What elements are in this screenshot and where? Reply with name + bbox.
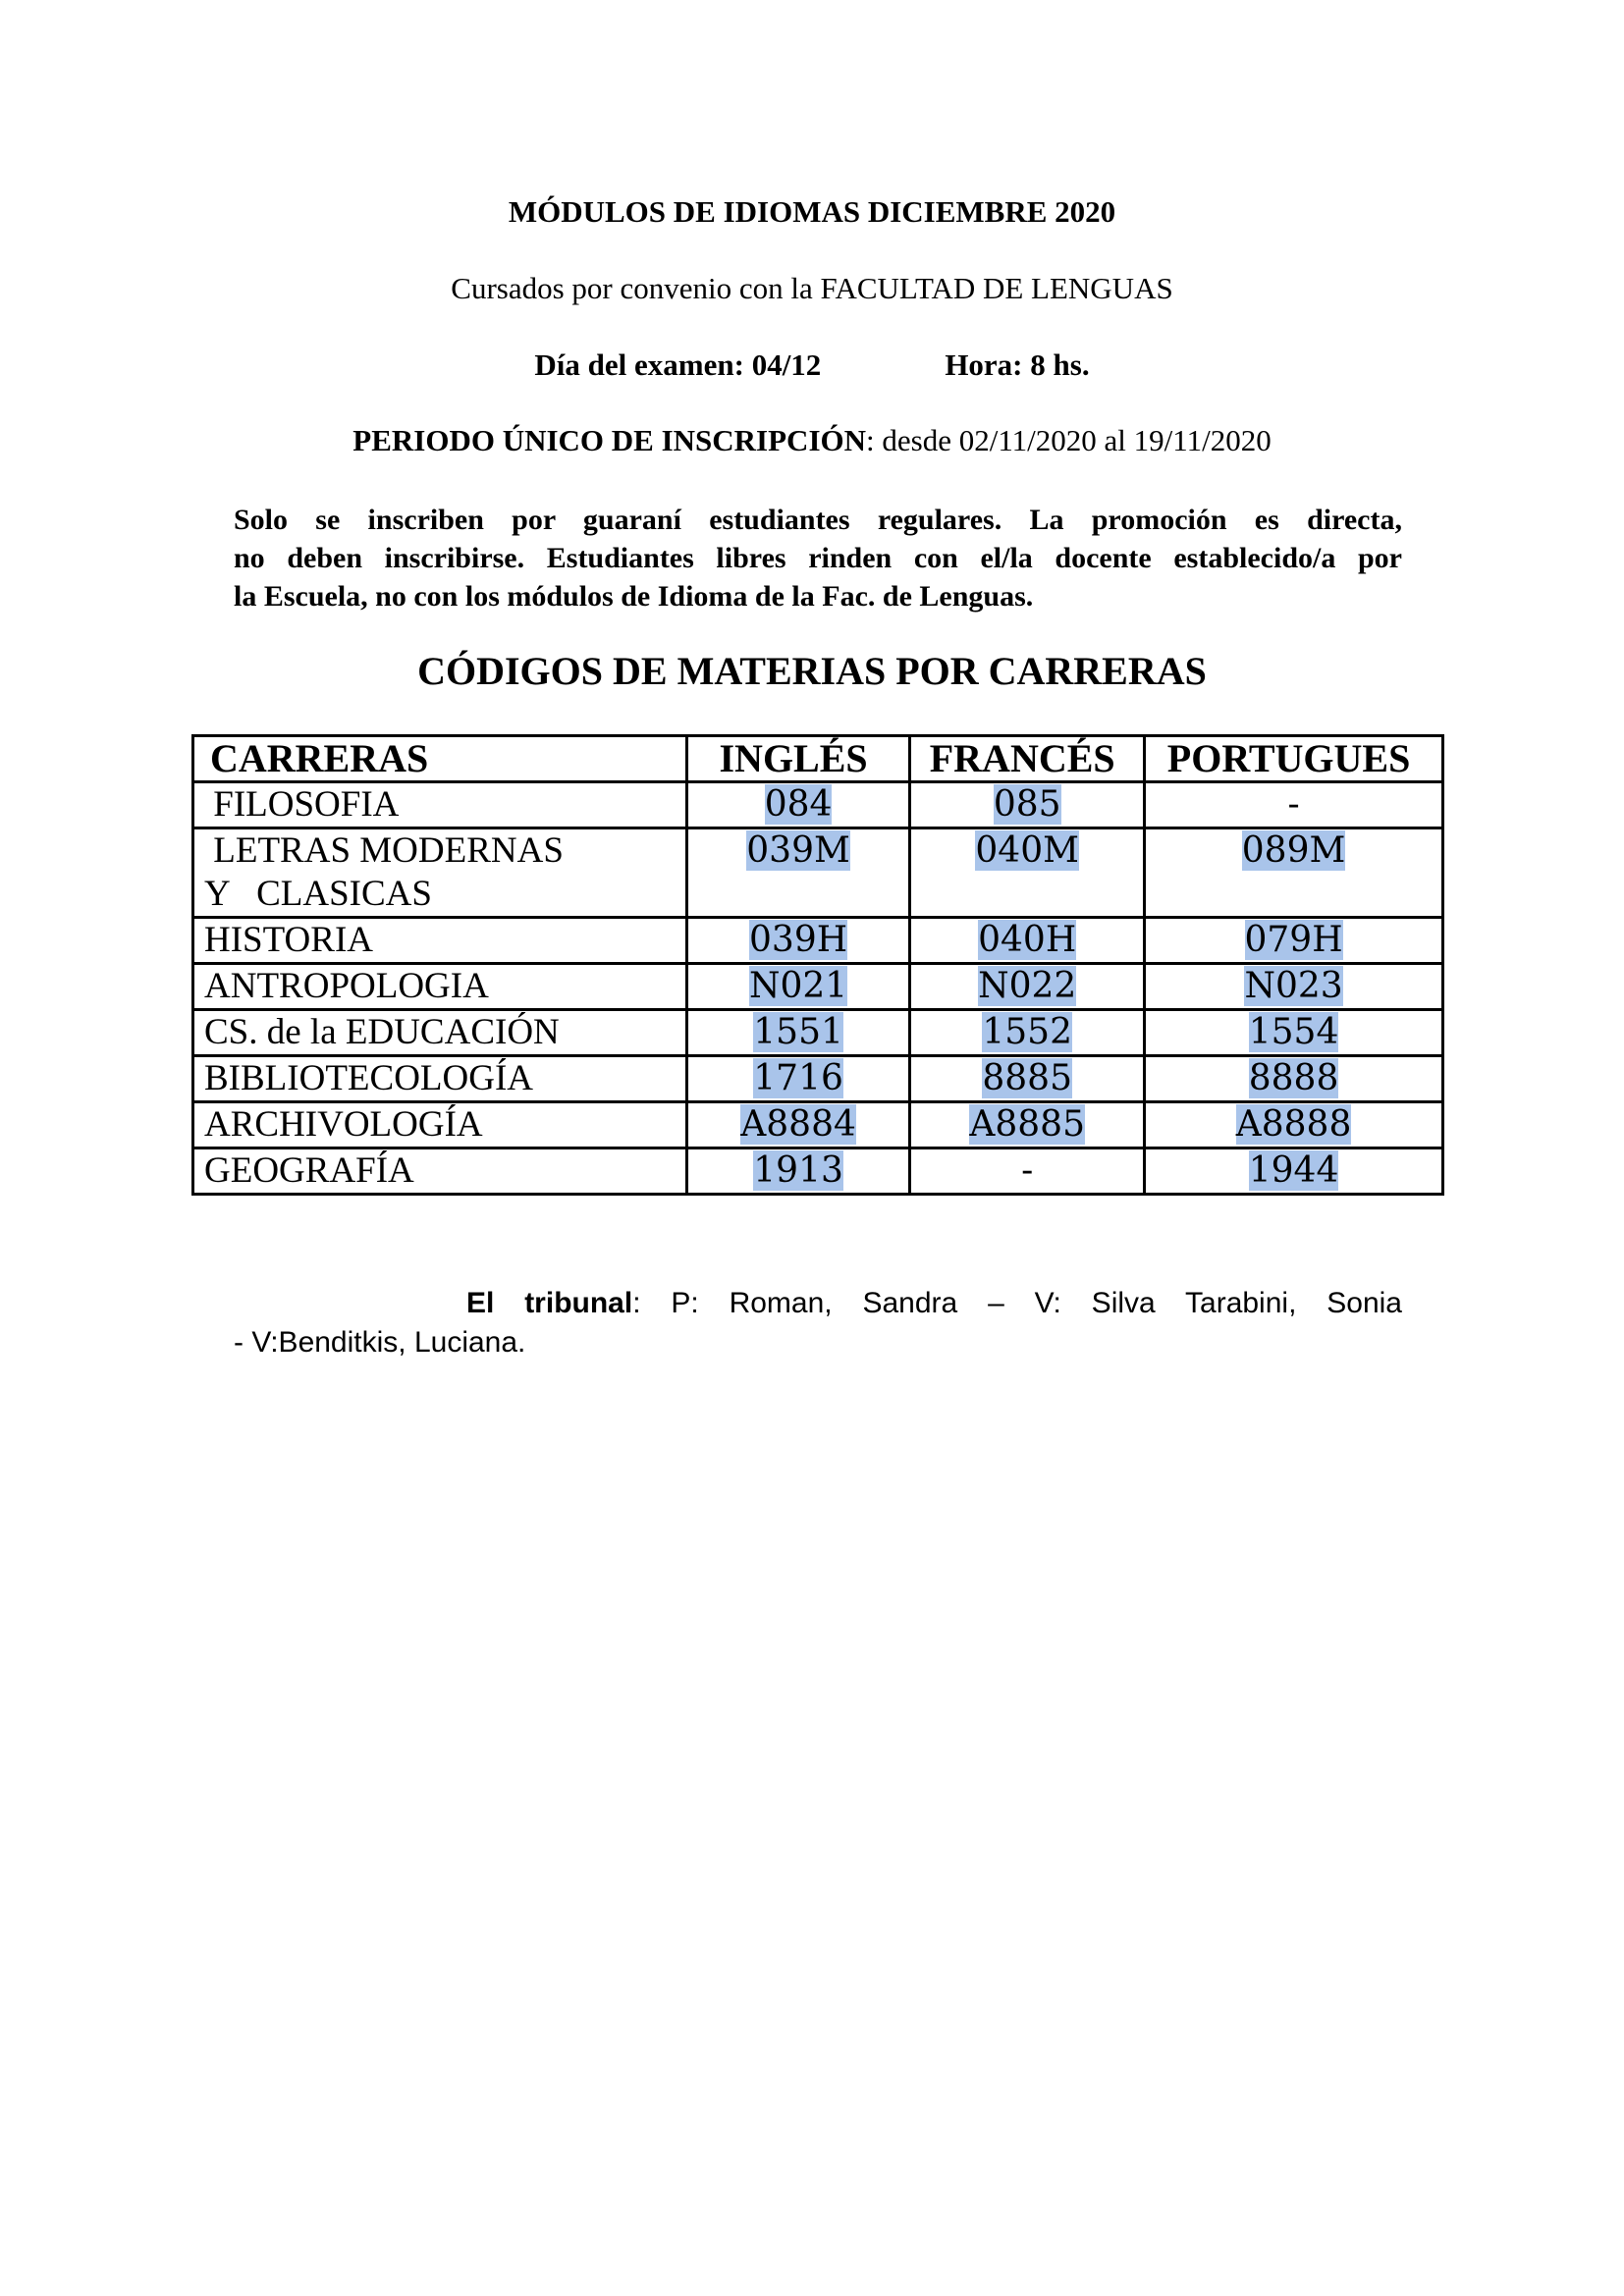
career-name bbox=[193, 1148, 687, 1195]
document-subtitle: Cursados por convenio con la FACULTAD DE LENGUAS bbox=[451, 271, 1173, 305]
tribunal-members: : P: Roman, Sandra – V: Silva Tarabini, Sonia bbox=[632, 1287, 1402, 1319]
code-cell-frances bbox=[910, 1056, 1145, 1102]
table-body bbox=[193, 782, 1443, 1195]
career-name bbox=[193, 964, 687, 1010]
career-name-line: GEOGRAFÍA bbox=[204, 1150, 414, 1191]
career-name bbox=[193, 828, 687, 918]
code-cell-frances bbox=[910, 964, 1145, 1010]
code-cell-frances bbox=[910, 1102, 1145, 1148]
notice-line: la Escuela, no con los módulos de Idioma de la Fac. de Lenguas. bbox=[234, 580, 1034, 613]
code-cell-frances bbox=[910, 918, 1145, 964]
code-cell-portugues bbox=[1145, 1102, 1443, 1148]
code-cell-ingles bbox=[686, 782, 909, 828]
subject-code: 1551 bbox=[753, 1012, 843, 1052]
header-portugues: PORTUGUES bbox=[1145, 736, 1443, 782]
table-row bbox=[193, 964, 1443, 1010]
code-cell-portugues bbox=[1145, 782, 1443, 828]
code-cell-ingles bbox=[686, 1056, 909, 1102]
code-cell-frances bbox=[910, 828, 1145, 918]
code-cell-ingles bbox=[686, 1148, 909, 1195]
career-name-line: ANTROPOLOGIA bbox=[204, 966, 489, 1006]
table-row bbox=[193, 1148, 1443, 1195]
subject-code: 084 bbox=[764, 784, 833, 825]
code-cell-frances bbox=[910, 782, 1145, 828]
table-row bbox=[193, 1010, 1443, 1056]
career-name-line: FILOSOFIA bbox=[204, 784, 400, 825]
career-name bbox=[193, 918, 687, 964]
subject-codes-table bbox=[191, 734, 1444, 1196]
code-cell-ingles bbox=[686, 828, 909, 918]
subject-code: 1552 bbox=[982, 1012, 1072, 1052]
subject-code: 1554 bbox=[1248, 1012, 1339, 1052]
table-row bbox=[193, 1102, 1443, 1148]
exam-schedule bbox=[0, 347, 1624, 383]
table-row bbox=[193, 1056, 1443, 1102]
subject-code: 089M bbox=[1241, 830, 1346, 871]
code-cell-frances bbox=[910, 1148, 1145, 1195]
header-frances: FRANCÉS bbox=[910, 736, 1145, 782]
career-name-line: ARCHIVOLOGÍA bbox=[204, 1104, 483, 1145]
code-cell-portugues bbox=[1145, 918, 1443, 964]
career-name-line: Y CLASICAS bbox=[204, 874, 432, 914]
code-cell-portugues bbox=[1145, 964, 1443, 1010]
subject-code: - bbox=[1287, 784, 1300, 825]
notice-line: Solo se inscriben por guaraní estudiantes regulares. La promoción es directa, bbox=[234, 504, 1402, 536]
subject-code: 079H bbox=[1244, 920, 1343, 960]
table-row bbox=[193, 918, 1443, 964]
career-name bbox=[193, 1102, 687, 1148]
subject-code: A8888 bbox=[1235, 1104, 1352, 1145]
table-row bbox=[193, 828, 1443, 918]
subject-code: - bbox=[1021, 1150, 1034, 1191]
tribunal-label: El tribunal bbox=[466, 1287, 633, 1319]
codes-heading: CÓDIGOS DE MATERIAS POR CARRERAS bbox=[417, 649, 1207, 693]
subject-code: 8888 bbox=[1248, 1058, 1339, 1098]
career-name bbox=[193, 782, 687, 828]
table-row bbox=[193, 782, 1443, 828]
code-cell-frances bbox=[910, 1010, 1145, 1056]
enrollment-period-value: : desde 02/11/2020 al 19/11/2020 bbox=[866, 423, 1272, 457]
exam-time: Hora: 8 hs. bbox=[945, 347, 1090, 382]
subject-code: A8884 bbox=[740, 1104, 856, 1145]
code-cell-ingles bbox=[686, 918, 909, 964]
subject-code: 039M bbox=[746, 830, 850, 871]
subject-code: 039H bbox=[749, 920, 848, 960]
career-name bbox=[193, 1056, 687, 1102]
code-cell-ingles bbox=[686, 1102, 909, 1148]
career-name-line: CS. de la EDUCACIÓN bbox=[204, 1012, 560, 1052]
subject-code: N023 bbox=[1244, 966, 1343, 1006]
enrollment-notice bbox=[234, 501, 1402, 615]
code-cell-ingles bbox=[686, 964, 909, 1010]
tribunal-line bbox=[234, 1284, 1402, 1323]
career-name-line: LETRAS MODERNAS bbox=[204, 830, 564, 871]
subject-code: 085 bbox=[993, 784, 1061, 825]
enrollment-period bbox=[0, 423, 1624, 458]
table-header-row bbox=[193, 736, 1443, 782]
exam-day: Día del examen: 04/12 bbox=[534, 347, 822, 382]
tribunal-info bbox=[234, 1284, 1402, 1362]
career-name-line: BIBLIOTECOLOGÍA bbox=[204, 1058, 534, 1098]
subject-code: A8885 bbox=[969, 1104, 1085, 1145]
code-cell-portugues bbox=[1145, 1010, 1443, 1056]
career-name-line: HISTORIA bbox=[204, 920, 373, 960]
subject-code: 040H bbox=[978, 920, 1077, 960]
header-carreras: CARRERAS bbox=[193, 736, 687, 782]
subject-code: 1944 bbox=[1248, 1150, 1339, 1191]
code-cell-portugues bbox=[1145, 1056, 1443, 1102]
code-cell-portugues bbox=[1145, 828, 1443, 918]
career-name bbox=[193, 1010, 687, 1056]
code-cell-portugues bbox=[1145, 1148, 1443, 1195]
code-cell-ingles bbox=[686, 1010, 909, 1056]
document-title: MÓDULOS DE IDIOMAS DICIEMBRE 2020 bbox=[508, 194, 1116, 229]
enrollment-period-label: PERIODO ÚNICO DE INSCRIPCIÓN bbox=[352, 423, 867, 457]
subject-code: 040M bbox=[975, 830, 1079, 871]
subject-code: 8885 bbox=[982, 1058, 1072, 1098]
tribunal-line-2: - V:Benditkis, Luciana. bbox=[234, 1326, 526, 1359]
subject-code: 1913 bbox=[753, 1150, 843, 1191]
subject-code: 1716 bbox=[753, 1058, 843, 1098]
subject-code: N022 bbox=[978, 966, 1077, 1006]
notice-line: no deben inscribirse. Estudiantes libres rinden con el/la docente establecido/a por bbox=[234, 542, 1402, 574]
subject-code: N021 bbox=[748, 966, 848, 1006]
header-ingles: INGLÉS bbox=[686, 736, 909, 782]
